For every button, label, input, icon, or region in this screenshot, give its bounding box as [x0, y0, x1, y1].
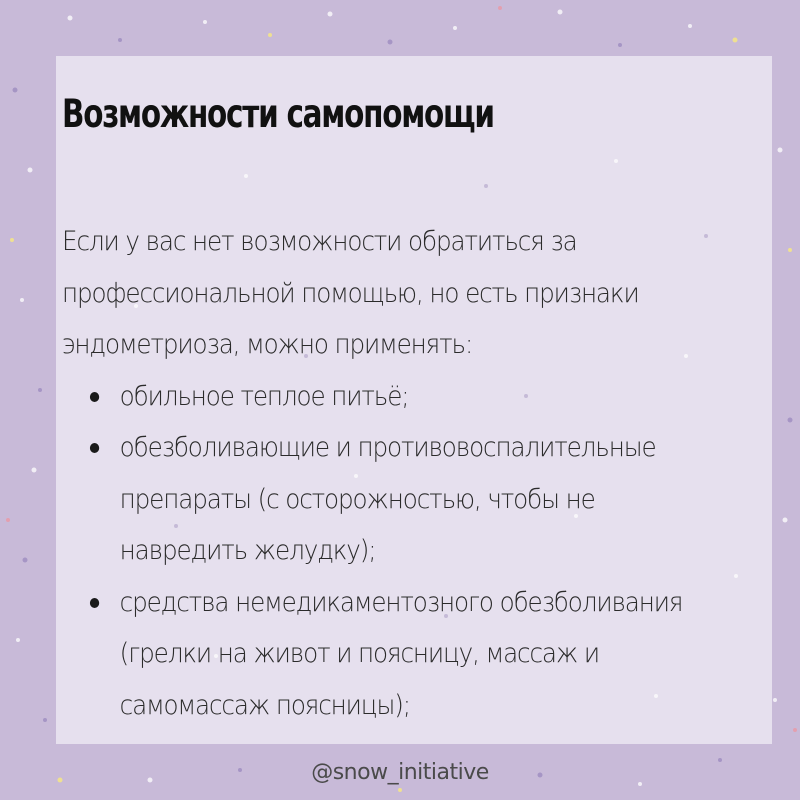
- list-item-text: обезболивающие и противовоспалительные препараты (с осторожностью, чтобы не навредить желудку);: [119, 432, 656, 566]
- list-item-text: средства немедикаментозного обезболивания (грелки на живот и поясницу, массаж и самомассаж поясницы);: [119, 586, 683, 721]
- list-item-text: обильное теплое питьё;: [119, 380, 409, 412]
- post-title: Возможности самопомощи: [62, 92, 494, 137]
- list-item: [62, 577, 694, 732]
- author-handle: @snow_initiative: [311, 760, 489, 785]
- list-item: [62, 371, 694, 423]
- post-body: [62, 216, 694, 731]
- self-help-list: [62, 371, 694, 732]
- bullet-icon: [90, 392, 99, 402]
- content-card: [56, 56, 772, 744]
- list-item: [62, 422, 694, 577]
- intro-text: Если у вас нет возможности обратиться за профессиональной помощью, но есть признаки эндометриоза, можно применять:: [62, 226, 639, 360]
- bullet-icon: [90, 598, 99, 608]
- bullet-icon: [90, 443, 99, 453]
